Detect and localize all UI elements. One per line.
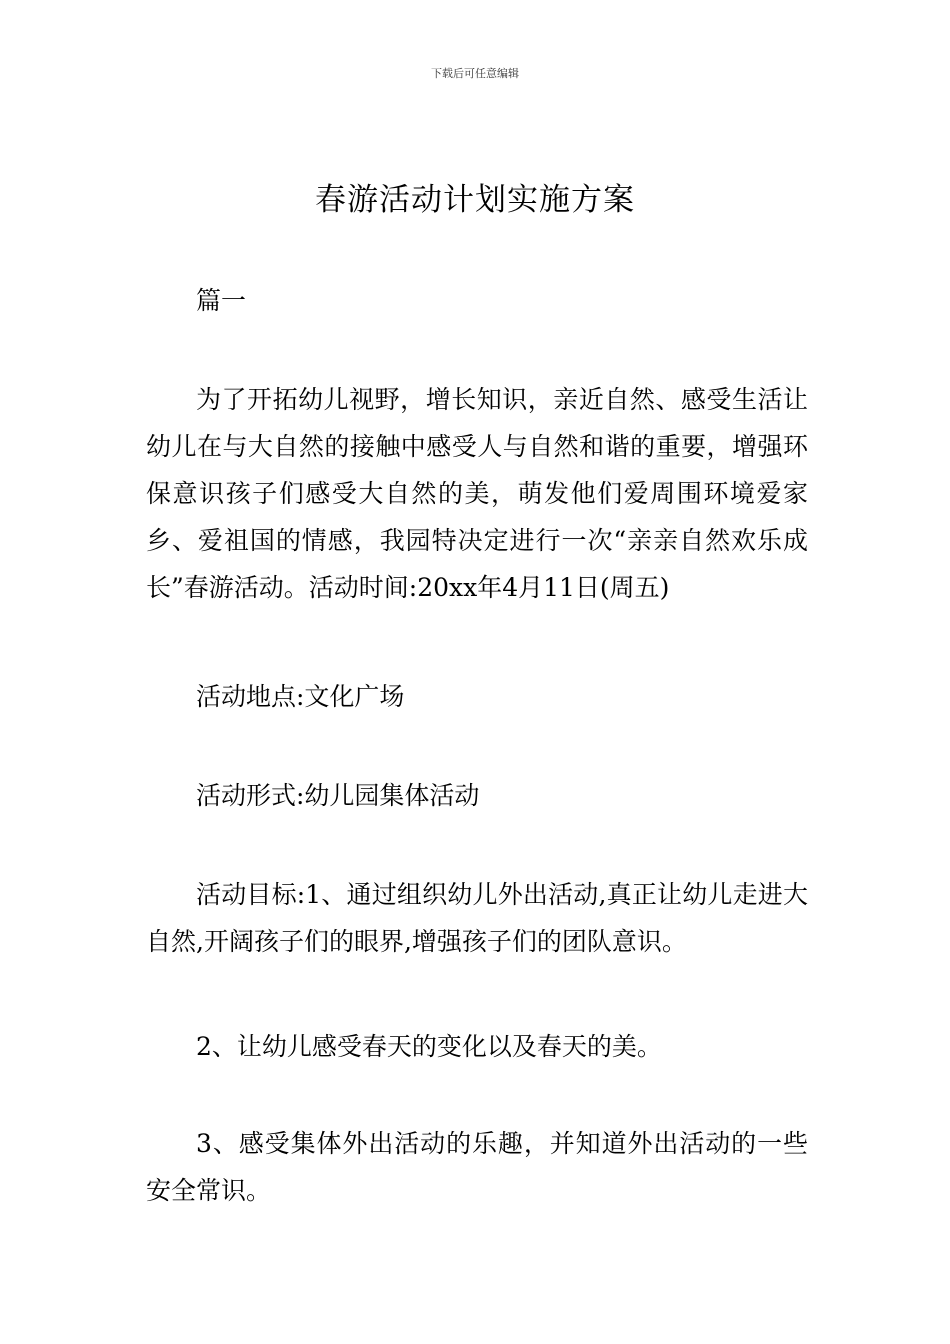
intro-paragraph: 为了开拓幼儿视野，增长知识，亲近自然、感受生活让幼儿在与大自然的接触中感受人与自然和谐的重要，增强环保意识孩子们感受大自然的美，萌发他们爱周围环境爱家乡、爱祖国的情感，我园特决定进行一次“亲亲自然欢乐成长”春游活动。活动时间:20xx年4月11日(周五) [146, 385, 808, 602]
activity-location-paragraph: 活动地点:文化广场 [196, 682, 405, 711]
document-title: 春游活动计划实施方案 [315, 182, 635, 218]
activity-goal-paragraph: 活动目标:1、通过组织幼儿外出活动,真正让幼儿走进大自然,开阔孩子们的眼界,增强孩子们的团队意识。 [146, 880, 808, 956]
goal-three-paragraph: 3、感受集体外出活动的乐趣，并知道外出活动的一些安全常识。 [146, 1129, 808, 1205]
section-label: 篇一 [196, 286, 247, 315]
header-note: 下载后可任意编辑 [431, 67, 519, 80]
activity-form-paragraph: 活动形式:幼儿园集体活动 [196, 781, 480, 810]
goal-two-paragraph: 2、让幼儿感受春天的变化以及春天的美。 [196, 1032, 662, 1061]
